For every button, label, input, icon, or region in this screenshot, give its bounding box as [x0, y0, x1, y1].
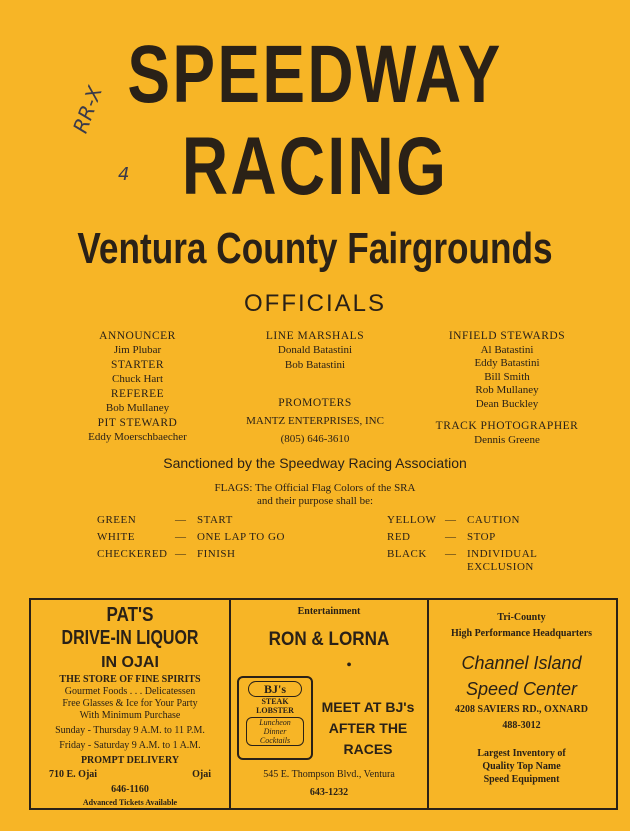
starter-name: Chuck Hart: [111, 372, 163, 385]
infield-steward-name: Dean Buckley: [475, 397, 539, 410]
flag-row: [387, 514, 520, 527]
flags-intro: [0, 482, 630, 508]
flag-dash: —: [445, 548, 457, 560]
bjs-slogan-line: MEET AT BJ's: [321, 699, 415, 715]
promoters-phone: (805) 646-3610: [280, 432, 350, 445]
promoters-name: MANTZ ENTERPRISES, INC: [246, 415, 384, 427]
flag-dash: —: [445, 514, 457, 526]
pats-line: Free Glasses & Ice for Your Party: [62, 698, 198, 709]
bjs-ad: [231, 606, 427, 675]
bjs-logo: [237, 676, 313, 760]
bjs-address: 545 E. Thompson Blvd., Ventura: [263, 769, 395, 780]
channel-address: 4208 SAVIERS RD., OXNARD: [455, 704, 588, 715]
flags-intro-line: FLAGS: The Official Flag Colors of the SRA: [214, 482, 416, 494]
bjs-logo-line: STEAK: [261, 697, 289, 706]
officials-heading: OFFICIALS: [243, 290, 387, 317]
bjs-logo-line: Luncheon: [259, 718, 291, 727]
referee-label: REFEREE: [110, 388, 165, 400]
pats-footer: Advanced Tickets Available: [82, 798, 178, 807]
officials-left-column: [70, 330, 205, 444]
pats-line: With Minimum Purchase: [79, 710, 181, 721]
channel-tag-line: Largest Inventory of: [477, 748, 566, 759]
channel-tag-line: Quality Top Name: [482, 761, 561, 772]
infield-steward-name: Bill Smith: [484, 370, 530, 383]
bjs-label: Entertainment: [297, 606, 361, 617]
bjs-logo-name: BJ's: [248, 681, 302, 697]
line-marshals-label: LINE MARSHALS: [265, 330, 365, 342]
channel-line: High Performance Headquarters: [450, 628, 593, 639]
flag-meaning: STOP: [467, 531, 496, 543]
promoters-label: PROMOTERS: [278, 396, 352, 409]
flag-meaning: START: [197, 514, 233, 526]
flag-row: [97, 531, 285, 544]
pats-tagline: THE STORE OF FINE SPIRITS: [59, 674, 201, 685]
flag-dash: —: [175, 548, 187, 560]
pit-steward-name: Eddy Moerschbaecher: [88, 430, 187, 443]
flag-meaning: FINISH: [197, 548, 236, 560]
officials-middle-column: [240, 330, 390, 446]
flag-color: YELLOW: [387, 514, 437, 526]
flag-color: RED: [387, 531, 411, 543]
pats-ad: [31, 604, 229, 808]
bjs-act: RON & LORNA: [268, 629, 390, 650]
channel-tag-line: Speed Equipment: [483, 774, 560, 785]
infield-steward-name: Eddy Batastini: [474, 357, 540, 369]
pats-address-row: [31, 769, 229, 781]
bjs-slogan-line: RACES: [343, 741, 393, 757]
pats-delivery: PROMPT DELIVERY: [80, 755, 180, 766]
referee-name: Bob Mullaney: [105, 401, 170, 414]
channel-name: Channel Island: [461, 653, 582, 673]
pats-store-name: DRIVE-IN LIQUOR: [61, 627, 199, 649]
flag-color: CHECKERED: [97, 548, 168, 560]
pats-name: PAT'S: [106, 604, 154, 626]
flag-row: [387, 548, 547, 574]
flag-row: [387, 531, 496, 544]
pats-location: IN OJAI: [101, 654, 159, 671]
flag-row: [97, 548, 235, 561]
officials-right-column: [432, 330, 582, 447]
bjs-logo-line: Dinner: [263, 727, 287, 736]
pats-address: 710 E. Ojai: [49, 769, 98, 780]
announcer-name: Jim Plubar: [113, 343, 162, 356]
infield-steward-name: Al Batastini: [480, 343, 534, 356]
flag-color: WHITE: [97, 531, 135, 543]
flag-color: BLACK: [387, 548, 427, 560]
venue-title: Ventura County Fairgrounds: [77, 224, 553, 273]
flag-color: GREEN: [97, 514, 137, 526]
channel-phone: 488-3012: [502, 720, 541, 731]
line-marshal-name: Bob Batastini: [284, 359, 346, 371]
track-photographer-label: TRACK PHOTOGRAPHER: [435, 420, 579, 432]
starter-label: STARTER: [110, 359, 164, 371]
channel-name: Speed Center: [465, 679, 578, 699]
flags-intro-line: and their purpose shall be:: [256, 495, 374, 507]
pit-steward-label: PIT STEWARD: [97, 417, 178, 429]
track-photographer-name: Dennis Greene: [474, 433, 540, 446]
bjs-contact: [231, 768, 427, 799]
bjs-logo-line: Cocktails: [259, 736, 291, 745]
flag-meaning: CAUTION: [467, 514, 520, 526]
flag-meaning: ONE LAP TO GO: [197, 531, 285, 543]
flag-dash: —: [445, 531, 457, 543]
channel-island-ad: [429, 612, 614, 786]
flag-row: [97, 514, 233, 527]
pats-hours: Friday - Saturday 9 A.M. to 1 A.M.: [59, 740, 201, 751]
bjs-bullet: •: [346, 657, 352, 674]
bjs-slogan-line: AFTER THE: [328, 720, 408, 736]
pats-hours: Sunday - Thursday 9 A.M. to 11 P.M.: [55, 725, 205, 736]
bjs-logo-menu: [246, 717, 304, 746]
infield-stewards-label: INFIELD STEWARDS: [448, 330, 566, 342]
handwritten-number: 4: [118, 164, 130, 185]
flag-dash: —: [175, 514, 187, 526]
sanction-statement: Sanctioned by the Speedway Racing Association: [163, 455, 467, 471]
announcer-label: ANNOUNCER: [99, 330, 176, 342]
handwritten-note: RR-X: [68, 82, 107, 137]
title-racing: RACING: [181, 121, 449, 212]
flag-meaning: INDIVIDUAL EXCLUSION: [467, 548, 537, 573]
pats-phone: 646-1160: [111, 784, 149, 795]
bjs-logo-line: LOBSTER: [256, 706, 294, 715]
flag-dash: —: [175, 531, 187, 543]
bjs-phone: 643-1232: [309, 787, 349, 798]
infield-steward-name: Rob Mullaney: [475, 384, 539, 396]
bjs-slogan: [312, 697, 424, 760]
title-speedway: SPEEDWAY: [127, 29, 503, 120]
pats-line: Gourmet Foods . . . Delicatessen: [64, 686, 196, 697]
pats-city: Ojai: [192, 769, 211, 780]
channel-line: Tri-County: [497, 612, 546, 623]
line-marshal-name: Donald Batastini: [277, 343, 353, 356]
channel-tagline: [429, 747, 614, 786]
